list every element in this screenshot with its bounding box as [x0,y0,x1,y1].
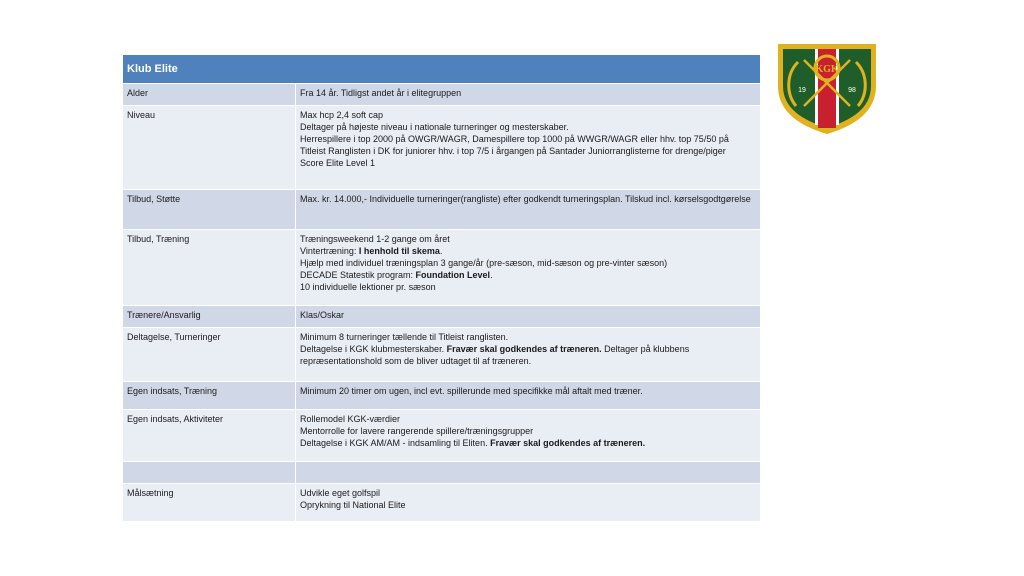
crest-monogram: KGK [815,64,839,75]
row-value-line [300,413,756,425]
line-text-after: Deltager på klubbens repræsentationshold som de bliver udtaget til af træneren. [300,344,690,366]
row-label: Målsætning [123,484,296,522]
row-value-line [300,193,756,205]
line-text: DECADE Statestik program: [300,270,416,280]
line-text: Udvikle eget golfspil [300,488,381,498]
line-text-after: . [490,270,493,280]
row-value [296,106,761,190]
table-row [123,484,761,522]
line-text: Minimum 20 timer om ugen, incl evt. spillerunde med specifikke mål aftalt med træner. [300,386,643,396]
row-value-line [300,437,756,449]
row-value-line [300,245,756,257]
line-text: Deltagelse i KGK AM/AM - indsamling til Eliten. [300,438,491,448]
row-label: Egen indsats, Aktiviteter [123,410,296,462]
row-value-line [300,233,756,245]
line-text: Rollemodel KGK-værdier [300,414,401,424]
line-text: Træningsweekend 1-2 gange om året [300,234,450,244]
row-value [296,328,761,382]
klub-elite-table [122,54,761,522]
row-value-line [300,343,756,367]
line-text: Score Elite Level 1 [300,158,376,168]
row-value-line [300,157,756,169]
table-row [123,84,761,106]
row-label: Egen indsats, Træning [123,382,296,410]
row-value [296,306,761,328]
table-row [123,328,761,382]
line-text-after: . [439,246,443,256]
line-text: Deltager på højeste niveau i nationale turneringer og mesterskaber. [300,122,569,132]
row-value [296,84,761,106]
row-value-line [300,487,756,499]
row-value [296,230,761,306]
line-text: Max hcp 2,4 soft cap [300,110,384,120]
line-emphasis: I henhold til skema [358,246,440,256]
crest-year-left: 19 [798,87,806,94]
table-row [123,230,761,306]
row-value-line [300,121,756,133]
row-value-line [300,257,756,269]
line-emphasis: Foundation Level [415,270,491,280]
row-value [296,382,761,410]
table-row [123,106,761,190]
line-text: Hjælp med individuel træningsplan 3 gange/år (pre-sæson, mid-sæson og pre-vinter sæson) [300,258,668,268]
table-row [123,382,761,410]
row-value [296,190,761,230]
row-label: Deltagelse, Turneringer [123,328,296,382]
table-title: Klub Elite [123,55,761,84]
row-value-line [300,281,756,293]
table-header-row [123,55,761,84]
line-text: Fra 14 år. Tidligst andet år i elitegruppen [300,88,462,98]
row-label: Tilbud, Træning [123,230,296,306]
row-value-line [300,269,756,281]
row-value-line [300,331,756,343]
row-value [296,410,761,462]
line-text: 10 individuelle lektioner pr. sæson [300,282,436,292]
table-row [123,190,761,230]
row-value-line [300,87,756,99]
row-value-line [300,425,756,437]
table-row [123,306,761,328]
row-value-line [300,109,756,121]
row-label: Alder [123,84,296,106]
row-value-line [300,385,756,397]
crest-year-right: 98 [848,87,856,94]
row-label: Trænere/Ansvarlig [123,306,296,328]
row-value-line [300,499,756,511]
line-text: Oprykning til National Elite [300,500,406,510]
line-text: Mentorrolle for lavere rangerende spillere/træningsgrupper [300,426,534,436]
line-text: Herrespillere i top 2000 på OWGR/WAGR, Damespillere top 1000 på WWGR/WAGR eller hhv. top 75/50 på Titleist Ranglisten i DK for juniorer hhv. i top 7/5 i årgangen på Santader Juniorranglisterne for drenge/piger [300,134,729,156]
club-crest-logo [774,40,880,136]
table-row [123,410,761,462]
table-row [123,462,761,484]
line-emphasis: Fravær skal godkendes af træneren. [446,344,602,354]
row-value [296,484,761,522]
line-text: Klas/Oskar [300,310,345,320]
row-value [296,462,761,484]
row-label: Niveau [123,106,296,190]
row-value-line [300,133,756,157]
line-emphasis: Fravær skal godkendes af træneren. [490,438,646,448]
line-text: Max. kr. 14.000,- Individuelle turneringer(rangliste) efter godkendt turneringsplan. Tilskud incl. kørselsgodtgørelse [300,194,751,204]
row-value-line [300,309,756,321]
line-text: Vintertræning: [300,246,359,256]
line-text: Deltagelse i KGK klubmesterskaber. [300,344,447,354]
line-text: Minimum 8 turneringer tællende til Titleist ranglisten. [300,332,509,342]
row-label: Tilbud, Støtte [123,190,296,230]
row-label [123,462,296,484]
